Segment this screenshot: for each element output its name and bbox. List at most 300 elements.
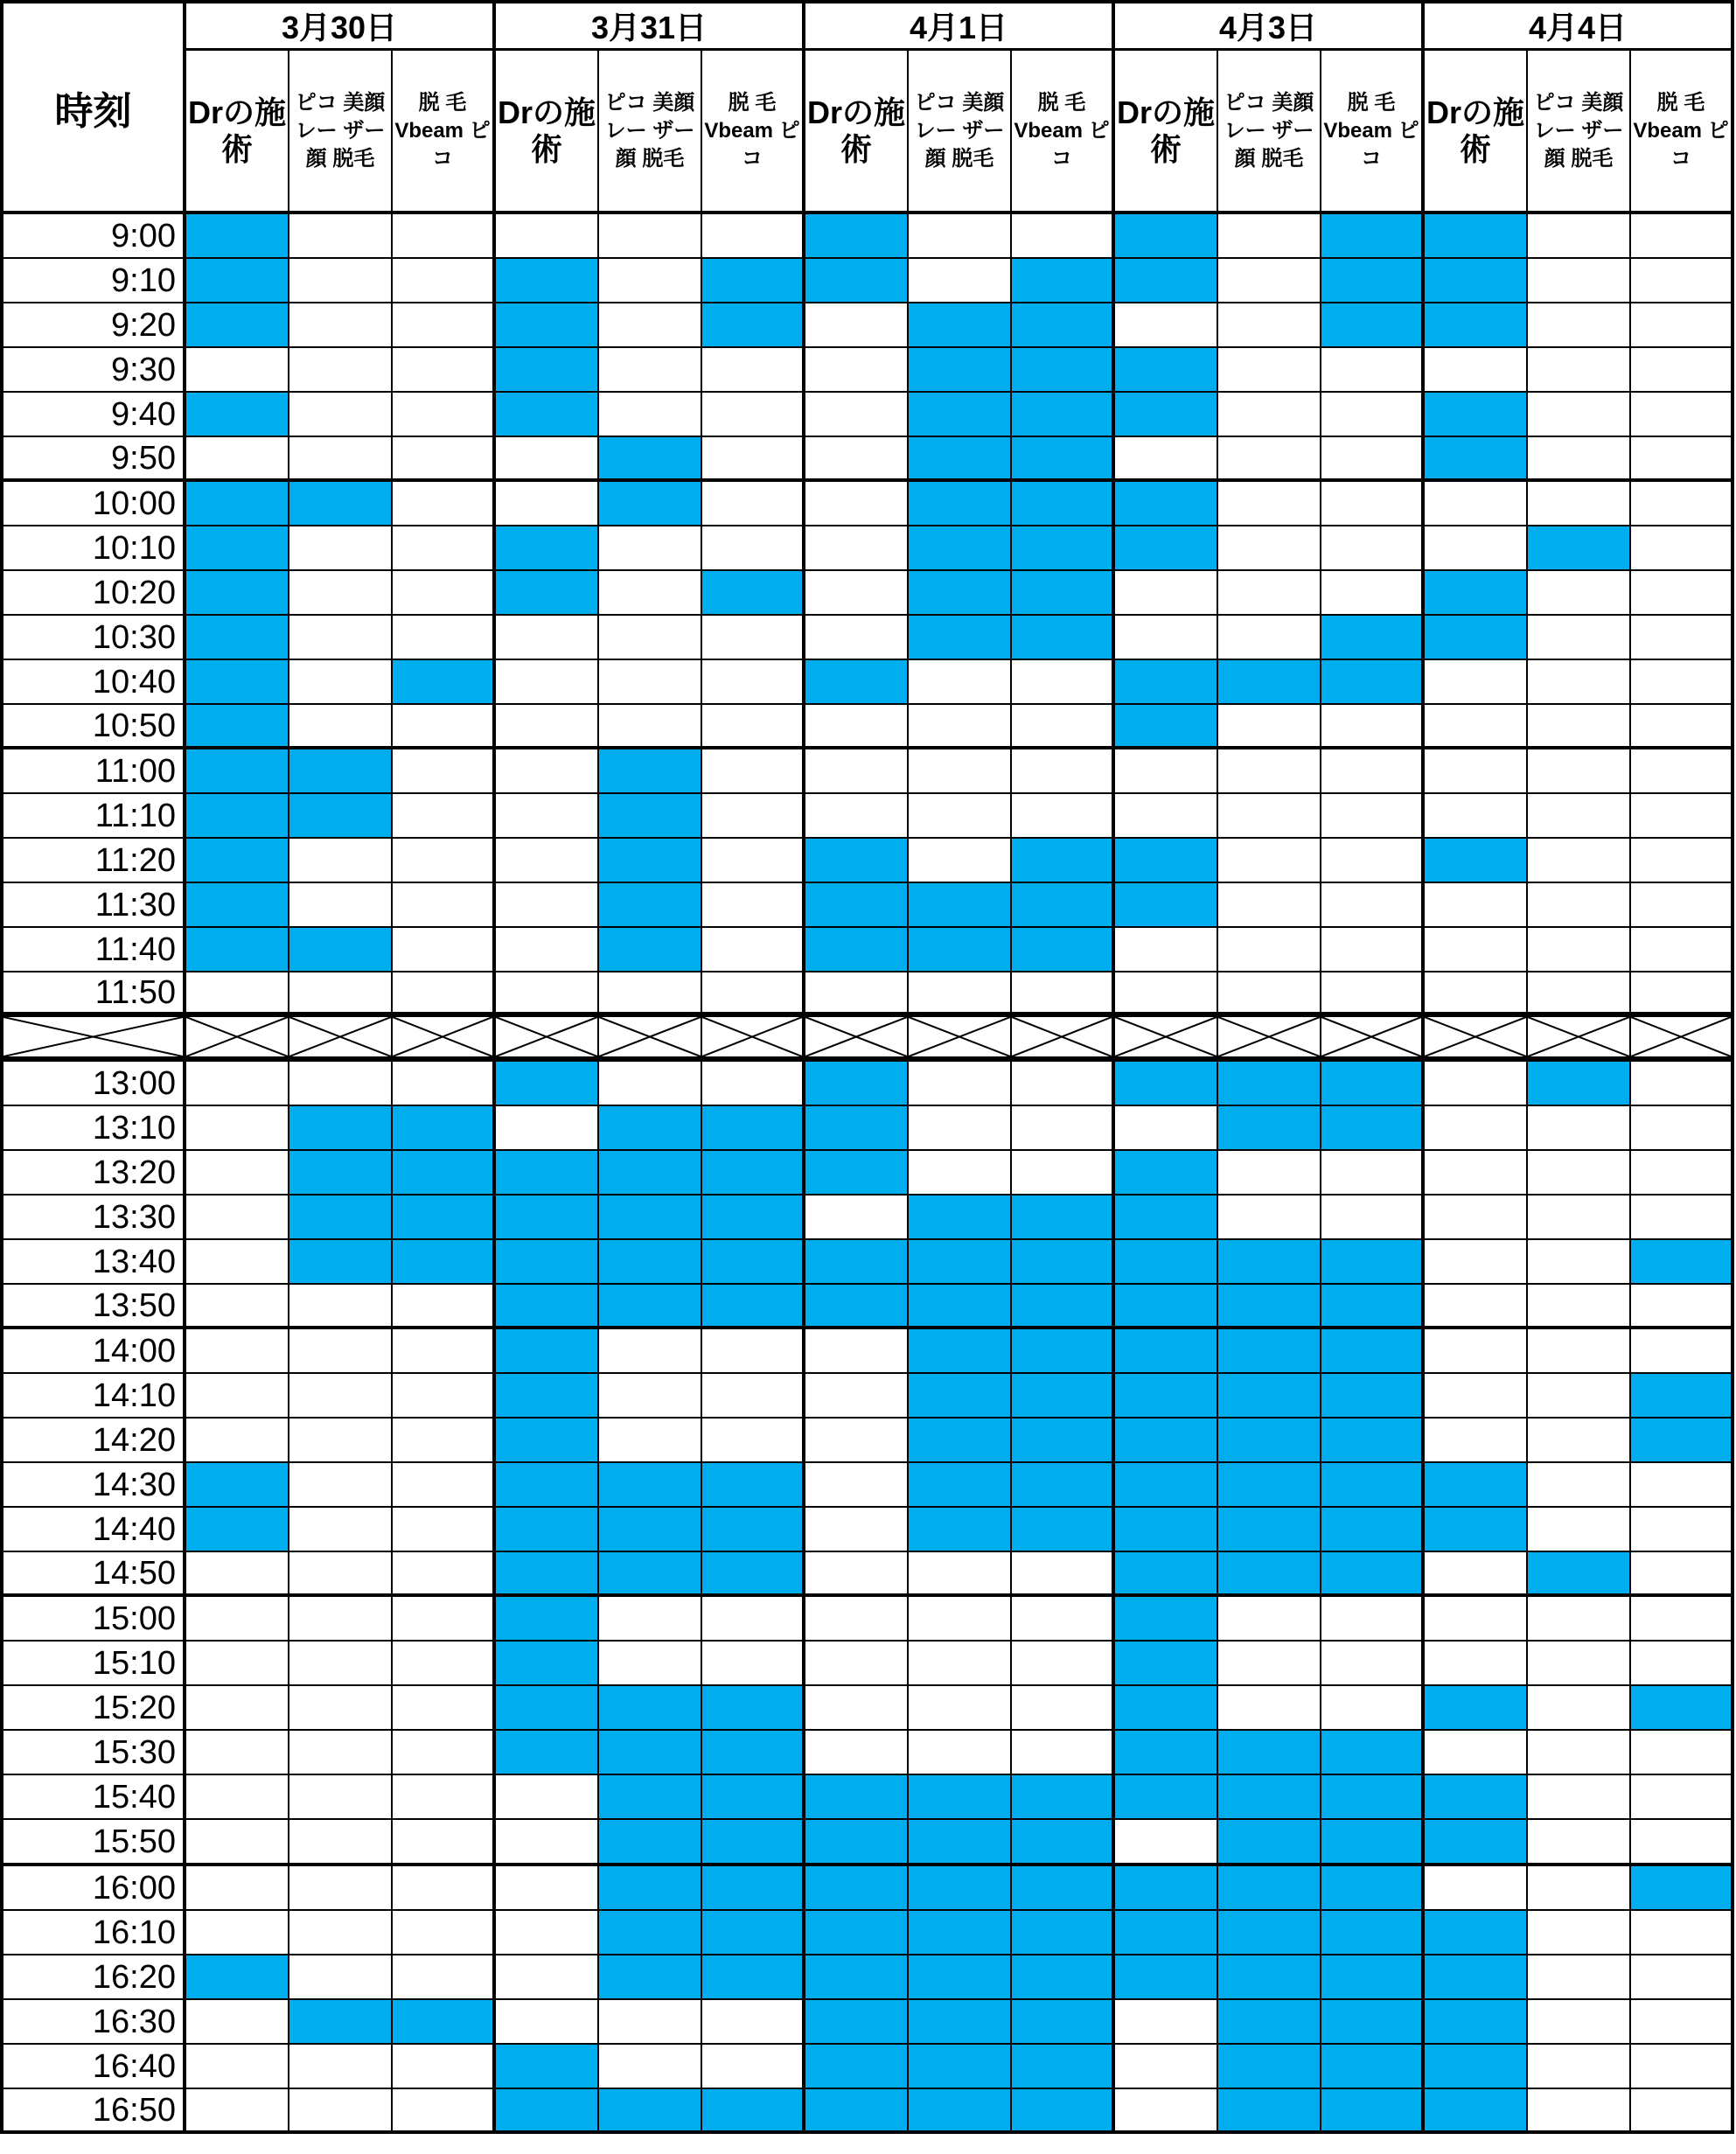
slot-cell-dr-treatment <box>805 660 909 705</box>
slot-cell-pico-facial-laser <box>599 1463 702 1508</box>
time-label: 16:40 <box>0 2045 186 2089</box>
break-cross-cell <box>1012 1017 1115 1062</box>
slot-cell-pico-facial-laser <box>1218 1285 1321 1329</box>
slot-cell-pico-facial-laser <box>1528 1552 1631 1597</box>
time-header: 時刻 <box>0 0 186 214</box>
slot-cell-hair-removal-vbeam-pico <box>1631 839 1734 883</box>
slot-cell-dr-treatment <box>496 1820 599 1866</box>
slot-cell-dr-treatment <box>186 2045 289 2089</box>
slot-cell-dr-treatment <box>1425 1508 1528 1552</box>
slot-cell-pico-facial-laser <box>599 1775 702 1820</box>
slot-cell-hair-removal-vbeam-pico <box>393 1062 496 1106</box>
time-label: 15:50 <box>0 1820 186 1866</box>
time-label: 11:50 <box>0 972 186 1017</box>
slot-cell-hair-removal-vbeam-pico <box>1012 2000 1115 2045</box>
slot-cell-dr-treatment <box>1115 749 1218 794</box>
slot-cell-pico-facial-laser <box>1528 928 1631 972</box>
slot-cell-hair-removal-vbeam-pico <box>702 1240 805 1285</box>
slot-cell-hair-removal-vbeam-pico <box>1631 393 1734 437</box>
slot-cell-dr-treatment <box>1115 1955 1218 2000</box>
slot-cell-hair-removal-vbeam-pico <box>1012 1240 1115 1285</box>
slot-cell-dr-treatment <box>186 1196 289 1240</box>
time-label: 10:40 <box>0 660 186 705</box>
slot-cell-dr-treatment <box>496 259 599 303</box>
slot-cell-dr-treatment <box>805 1955 909 2000</box>
slot-cell-pico-facial-laser <box>1528 259 1631 303</box>
slot-cell-hair-removal-vbeam-pico <box>1631 1329 1734 1374</box>
x-cross-icon <box>1218 1017 1320 1056</box>
slot-cell-dr-treatment <box>805 1196 909 1240</box>
time-label: 16:00 <box>0 1866 186 1911</box>
slot-cell-pico-facial-laser <box>909 1062 1012 1106</box>
slot-cell-hair-removal-vbeam-pico <box>1321 1597 1425 1642</box>
slot-cell-dr-treatment <box>186 1329 289 1374</box>
slot-cell-pico-facial-laser <box>289 1329 393 1374</box>
slot-cell-hair-removal-vbeam-pico <box>1631 1419 1734 1463</box>
slot-cell-hair-removal-vbeam-pico <box>1012 1062 1115 1106</box>
break-cross-cell <box>702 1017 805 1062</box>
slot-cell-hair-removal-vbeam-pico <box>1321 616 1425 660</box>
slot-cell-dr-treatment <box>1425 1062 1528 1106</box>
slot-cell-hair-removal-vbeam-pico <box>702 1686 805 1731</box>
slot-cell-pico-facial-laser <box>909 749 1012 794</box>
slot-cell-pico-facial-laser <box>1218 1955 1321 2000</box>
slot-cell-pico-facial-laser <box>289 1866 393 1911</box>
slot-cell-pico-facial-laser <box>599 839 702 883</box>
slot-cell-dr-treatment <box>186 1686 289 1731</box>
slot-cell-pico-facial-laser <box>1528 1731 1631 1775</box>
slot-cell-dr-treatment <box>1425 660 1528 705</box>
slot-cell-pico-facial-laser <box>909 437 1012 482</box>
slot-cell-hair-removal-vbeam-pico <box>1631 1196 1734 1240</box>
slot-cell-hair-removal-vbeam-pico <box>1321 2089 1425 2134</box>
slot-cell-hair-removal-vbeam-pico <box>393 1686 496 1731</box>
slot-cell-hair-removal-vbeam-pico <box>1012 1597 1115 1642</box>
slot-cell-dr-treatment <box>1425 1775 1528 1820</box>
slot-cell-dr-treatment <box>1425 1419 1528 1463</box>
slot-cell-pico-facial-laser <box>599 616 702 660</box>
slot-cell-pico-facial-laser <box>1528 1419 1631 1463</box>
slot-cell-dr-treatment <box>805 2000 909 2045</box>
slot-cell-dr-treatment <box>805 303 909 348</box>
slot-cell-dr-treatment <box>1425 348 1528 393</box>
time-label: 9:10 <box>0 259 186 303</box>
slot-cell-hair-removal-vbeam-pico <box>1012 1686 1115 1731</box>
slot-cell-hair-removal-vbeam-pico <box>393 928 496 972</box>
slot-cell-dr-treatment <box>805 794 909 839</box>
slot-cell-pico-facial-laser <box>1528 972 1631 1017</box>
slot-cell-dr-treatment <box>186 705 289 749</box>
slot-cell-hair-removal-vbeam-pico <box>1631 972 1734 1017</box>
slot-cell-hair-removal-vbeam-pico <box>1321 214 1425 259</box>
slot-cell-dr-treatment <box>1115 214 1218 259</box>
slot-cell-pico-facial-laser <box>1528 1374 1631 1419</box>
column-header-hair-removal-vbeam-pico: 脱 毛 Vbeam ピコ <box>702 51 805 214</box>
slot-cell-hair-removal-vbeam-pico <box>702 1597 805 1642</box>
slot-cell-pico-facial-laser <box>909 1731 1012 1775</box>
slot-cell-dr-treatment <box>186 794 289 839</box>
time-label: 14:10 <box>0 1374 186 1419</box>
slot-cell-pico-facial-laser <box>1218 660 1321 705</box>
slot-cell-hair-removal-vbeam-pico <box>393 437 496 482</box>
date-header-4-3: 4月3日 <box>1115 0 1425 51</box>
slot-cell-dr-treatment <box>1115 303 1218 348</box>
column-header-dr-treatment: Drの施術 <box>186 51 289 214</box>
slot-cell-dr-treatment <box>805 571 909 616</box>
slot-cell-pico-facial-laser <box>909 1597 1012 1642</box>
break-cross-cell <box>496 1017 599 1062</box>
time-label: 15:30 <box>0 1731 186 1775</box>
break-cross-cell <box>909 1017 1012 1062</box>
slot-cell-hair-removal-vbeam-pico <box>1321 749 1425 794</box>
slot-cell-dr-treatment <box>1425 1642 1528 1686</box>
slot-cell-dr-treatment <box>496 749 599 794</box>
slot-cell-dr-treatment <box>186 1866 289 1911</box>
slot-cell-hair-removal-vbeam-pico <box>1631 1686 1734 1731</box>
slot-cell-hair-removal-vbeam-pico <box>1631 303 1734 348</box>
slot-cell-dr-treatment <box>496 571 599 616</box>
time-label: 16:50 <box>0 2089 186 2134</box>
slot-cell-hair-removal-vbeam-pico <box>1012 1285 1115 1329</box>
break-cross-cell <box>393 1017 496 1062</box>
slot-cell-pico-facial-laser <box>1528 1062 1631 1106</box>
slot-cell-dr-treatment <box>186 1642 289 1686</box>
slot-cell-pico-facial-laser <box>599 1820 702 1866</box>
slot-cell-pico-facial-laser <box>1218 437 1321 482</box>
time-label: 10:30 <box>0 616 186 660</box>
slot-cell-hair-removal-vbeam-pico <box>393 393 496 437</box>
slot-cell-dr-treatment <box>805 482 909 526</box>
slot-cell-pico-facial-laser <box>1218 1642 1321 1686</box>
slot-cell-pico-facial-laser <box>289 1775 393 1820</box>
slot-cell-hair-removal-vbeam-pico <box>393 1196 496 1240</box>
slot-cell-hair-removal-vbeam-pico <box>702 660 805 705</box>
slot-cell-pico-facial-laser <box>599 437 702 482</box>
slot-cell-hair-removal-vbeam-pico <box>393 1866 496 1911</box>
slot-cell-hair-removal-vbeam-pico <box>1321 1911 1425 1955</box>
x-cross-icon <box>1528 1017 1629 1056</box>
slot-cell-dr-treatment <box>1115 526 1218 571</box>
slot-cell-hair-removal-vbeam-pico <box>1631 794 1734 839</box>
slot-cell-dr-treatment <box>1115 1642 1218 1686</box>
slot-cell-dr-treatment <box>805 526 909 571</box>
slot-cell-hair-removal-vbeam-pico <box>1012 1820 1115 1866</box>
slot-cell-hair-removal-vbeam-pico <box>1012 1731 1115 1775</box>
slot-cell-dr-treatment <box>186 1820 289 1866</box>
slot-cell-dr-treatment <box>186 348 289 393</box>
slot-cell-hair-removal-vbeam-pico <box>1321 928 1425 972</box>
time-label: 11:10 <box>0 794 186 839</box>
slot-cell-hair-removal-vbeam-pico <box>702 1731 805 1775</box>
slot-cell-dr-treatment <box>496 972 599 1017</box>
slot-cell-hair-removal-vbeam-pico <box>1321 1552 1425 1597</box>
slot-cell-hair-removal-vbeam-pico <box>1012 660 1115 705</box>
time-label: 14:50 <box>0 1552 186 1597</box>
slot-cell-hair-removal-vbeam-pico <box>1321 393 1425 437</box>
slot-cell-pico-facial-laser <box>599 1866 702 1911</box>
slot-cell-pico-facial-laser <box>909 660 1012 705</box>
slot-cell-dr-treatment <box>496 1731 599 1775</box>
slot-cell-dr-treatment <box>186 482 289 526</box>
slot-cell-pico-facial-laser <box>1218 1820 1321 1866</box>
time-label: 9:50 <box>0 437 186 482</box>
slot-cell-pico-facial-laser <box>599 1285 702 1329</box>
slot-cell-dr-treatment <box>805 1419 909 1463</box>
slot-cell-hair-removal-vbeam-pico <box>702 1062 805 1106</box>
slot-cell-pico-facial-laser <box>289 1240 393 1285</box>
slot-cell-dr-treatment <box>805 1329 909 1374</box>
slot-cell-dr-treatment <box>496 1911 599 1955</box>
slot-cell-dr-treatment <box>496 482 599 526</box>
slot-cell-dr-treatment <box>1115 1911 1218 1955</box>
slot-cell-hair-removal-vbeam-pico <box>1321 972 1425 1017</box>
slot-cell-hair-removal-vbeam-pico <box>393 348 496 393</box>
slot-cell-hair-removal-vbeam-pico <box>1321 1686 1425 1731</box>
slot-cell-pico-facial-laser <box>1528 2045 1631 2089</box>
slot-cell-dr-treatment <box>805 1597 909 1642</box>
slot-cell-dr-treatment <box>1115 660 1218 705</box>
slot-cell-dr-treatment <box>186 883 289 928</box>
slot-cell-pico-facial-laser <box>1528 214 1631 259</box>
slot-cell-hair-removal-vbeam-pico <box>702 1285 805 1329</box>
slot-cell-dr-treatment <box>1425 1374 1528 1419</box>
slot-cell-hair-removal-vbeam-pico <box>702 839 805 883</box>
slot-cell-pico-facial-laser <box>909 1686 1012 1731</box>
slot-cell-hair-removal-vbeam-pico <box>393 1597 496 1642</box>
slot-cell-hair-removal-vbeam-pico <box>1012 259 1115 303</box>
slot-cell-dr-treatment <box>805 259 909 303</box>
slot-cell-pico-facial-laser <box>289 705 393 749</box>
slot-cell-pico-facial-laser <box>1528 1820 1631 1866</box>
slot-cell-hair-removal-vbeam-pico <box>1012 1463 1115 1508</box>
slot-cell-pico-facial-laser <box>1218 1686 1321 1731</box>
slot-cell-dr-treatment <box>186 1419 289 1463</box>
column-header-hair-removal-vbeam-pico: 脱 毛 Vbeam ピコ <box>1321 51 1425 214</box>
slot-cell-dr-treatment <box>1425 2000 1528 2045</box>
slot-cell-dr-treatment <box>1115 1866 1218 1911</box>
slot-cell-pico-facial-laser <box>289 794 393 839</box>
slot-cell-hair-removal-vbeam-pico <box>1012 616 1115 660</box>
slot-cell-pico-facial-laser <box>599 1374 702 1419</box>
slot-cell-hair-removal-vbeam-pico <box>1631 705 1734 749</box>
slot-cell-pico-facial-laser <box>909 1419 1012 1463</box>
slot-cell-dr-treatment <box>805 1775 909 1820</box>
slot-cell-pico-facial-laser <box>909 1240 1012 1285</box>
slot-cell-dr-treatment <box>186 972 289 1017</box>
slot-cell-dr-treatment <box>1115 1196 1218 1240</box>
slot-cell-hair-removal-vbeam-pico <box>702 348 805 393</box>
slot-cell-dr-treatment <box>186 214 289 259</box>
slot-cell-hair-removal-vbeam-pico <box>1012 482 1115 526</box>
slot-cell-hair-removal-vbeam-pico <box>1631 1597 1734 1642</box>
slot-cell-hair-removal-vbeam-pico <box>1631 749 1734 794</box>
slot-cell-dr-treatment <box>805 972 909 1017</box>
slot-cell-pico-facial-laser <box>909 1463 1012 1508</box>
slot-cell-pico-facial-laser <box>1218 749 1321 794</box>
slot-cell-pico-facial-laser <box>909 839 1012 883</box>
slot-cell-pico-facial-laser <box>909 1642 1012 1686</box>
slot-cell-hair-removal-vbeam-pico <box>393 1642 496 1686</box>
time-label: 9:00 <box>0 214 186 259</box>
slot-cell-dr-treatment <box>1425 749 1528 794</box>
time-label: 13:50 <box>0 1285 186 1329</box>
slot-cell-pico-facial-laser <box>599 928 702 972</box>
slot-cell-dr-treatment <box>1115 259 1218 303</box>
slot-cell-hair-removal-vbeam-pico <box>1631 928 1734 972</box>
slot-cell-pico-facial-laser <box>909 1329 1012 1374</box>
slot-cell-pico-facial-laser <box>599 2000 702 2045</box>
slot-cell-hair-removal-vbeam-pico <box>1012 214 1115 259</box>
slot-cell-hair-removal-vbeam-pico <box>1012 1106 1115 1151</box>
slot-cell-dr-treatment <box>805 1686 909 1731</box>
slot-cell-hair-removal-vbeam-pico <box>1321 1106 1425 1151</box>
slot-cell-pico-facial-laser <box>1218 303 1321 348</box>
slot-cell-pico-facial-laser <box>289 214 393 259</box>
slot-cell-hair-removal-vbeam-pico <box>1631 1731 1734 1775</box>
slot-cell-pico-facial-laser <box>1528 303 1631 348</box>
slot-cell-hair-removal-vbeam-pico <box>702 1196 805 1240</box>
slot-cell-hair-removal-vbeam-pico <box>702 1955 805 2000</box>
slot-cell-hair-removal-vbeam-pico <box>1321 705 1425 749</box>
slot-cell-pico-facial-laser <box>1528 1508 1631 1552</box>
slot-cell-pico-facial-laser <box>1218 883 1321 928</box>
slot-cell-hair-removal-vbeam-pico <box>702 571 805 616</box>
slot-cell-hair-removal-vbeam-pico <box>702 883 805 928</box>
slot-cell-pico-facial-laser <box>289 1597 393 1642</box>
slot-cell-hair-removal-vbeam-pico <box>1012 303 1115 348</box>
slot-cell-hair-removal-vbeam-pico <box>1321 1508 1425 1552</box>
slot-cell-pico-facial-laser <box>909 705 1012 749</box>
slot-cell-hair-removal-vbeam-pico <box>702 2089 805 2134</box>
slot-cell-dr-treatment <box>1115 1240 1218 1285</box>
slot-cell-hair-removal-vbeam-pico <box>1321 1374 1425 1419</box>
slot-cell-pico-facial-laser <box>599 1597 702 1642</box>
slot-cell-dr-treatment <box>1115 2089 1218 2134</box>
slot-cell-hair-removal-vbeam-pico <box>702 1463 805 1508</box>
slot-cell-pico-facial-laser <box>1218 839 1321 883</box>
slot-cell-dr-treatment <box>1425 928 1528 972</box>
slot-cell-dr-treatment <box>186 1463 289 1508</box>
time-label: 16:30 <box>0 2000 186 2045</box>
slot-cell-hair-removal-vbeam-pico <box>702 526 805 571</box>
slot-cell-dr-treatment <box>805 1463 909 1508</box>
slot-cell-dr-treatment <box>496 928 599 972</box>
slot-cell-pico-facial-laser <box>1528 393 1631 437</box>
slot-cell-hair-removal-vbeam-pico <box>393 1463 496 1508</box>
slot-cell-hair-removal-vbeam-pico <box>702 1911 805 1955</box>
slot-cell-dr-treatment <box>186 839 289 883</box>
slot-cell-dr-treatment <box>1115 972 1218 1017</box>
slot-cell-dr-treatment <box>805 1508 909 1552</box>
slot-cell-pico-facial-laser <box>909 883 1012 928</box>
slot-cell-hair-removal-vbeam-pico <box>702 259 805 303</box>
slot-cell-dr-treatment <box>805 1820 909 1866</box>
x-cross-icon <box>289 1017 391 1056</box>
slot-cell-dr-treatment <box>186 1374 289 1419</box>
slot-cell-dr-treatment <box>186 1062 289 1106</box>
slot-cell-hair-removal-vbeam-pico <box>702 482 805 526</box>
slot-cell-hair-removal-vbeam-pico <box>1631 259 1734 303</box>
slot-cell-hair-removal-vbeam-pico <box>393 2045 496 2089</box>
slot-cell-hair-removal-vbeam-pico <box>702 616 805 660</box>
column-header-dr-treatment: Drの施術 <box>1425 51 1528 214</box>
slot-cell-hair-removal-vbeam-pico <box>1012 393 1115 437</box>
slot-cell-hair-removal-vbeam-pico <box>393 1151 496 1196</box>
slot-cell-dr-treatment <box>1115 348 1218 393</box>
slot-cell-pico-facial-laser <box>599 348 702 393</box>
slot-cell-dr-treatment <box>186 1285 289 1329</box>
slot-cell-pico-facial-laser <box>289 1686 393 1731</box>
slot-cell-hair-removal-vbeam-pico <box>1631 883 1734 928</box>
slot-cell-dr-treatment <box>496 1642 599 1686</box>
slot-cell-pico-facial-laser <box>599 1686 702 1731</box>
slot-cell-pico-facial-laser <box>1528 437 1631 482</box>
slot-cell-dr-treatment <box>805 1642 909 1686</box>
slot-cell-hair-removal-vbeam-pico <box>1321 303 1425 348</box>
slot-cell-dr-treatment <box>496 794 599 839</box>
slot-cell-hair-removal-vbeam-pico <box>1631 348 1734 393</box>
slot-cell-dr-treatment <box>1115 1329 1218 1374</box>
slot-cell-dr-treatment <box>805 348 909 393</box>
slot-cell-dr-treatment <box>1115 705 1218 749</box>
break-cross-cell <box>599 1017 702 1062</box>
slot-cell-hair-removal-vbeam-pico <box>1321 2000 1425 2045</box>
slot-cell-pico-facial-laser <box>909 1955 1012 2000</box>
slot-cell-pico-facial-laser <box>1218 1419 1321 1463</box>
slot-cell-dr-treatment <box>1425 1329 1528 1374</box>
break-cross-cell <box>1115 1017 1218 1062</box>
slot-cell-dr-treatment <box>805 1374 909 1419</box>
slot-cell-dr-treatment <box>1425 794 1528 839</box>
slot-cell-dr-treatment <box>186 571 289 616</box>
slot-cell-pico-facial-laser <box>909 616 1012 660</box>
slot-cell-hair-removal-vbeam-pico <box>393 1240 496 1285</box>
slot-cell-hair-removal-vbeam-pico <box>393 571 496 616</box>
slot-cell-pico-facial-laser <box>1528 1597 1631 1642</box>
slot-cell-hair-removal-vbeam-pico <box>393 1285 496 1329</box>
slot-cell-dr-treatment <box>805 1285 909 1329</box>
slot-cell-dr-treatment <box>1425 2089 1528 2134</box>
slot-cell-pico-facial-laser <box>909 1911 1012 1955</box>
slot-cell-dr-treatment <box>805 1866 909 1911</box>
slot-cell-hair-removal-vbeam-pico <box>702 1106 805 1151</box>
slot-cell-hair-removal-vbeam-pico <box>393 1731 496 1775</box>
slot-cell-pico-facial-laser <box>1218 393 1321 437</box>
slot-cell-pico-facial-laser <box>599 1151 702 1196</box>
slot-cell-pico-facial-laser <box>599 214 702 259</box>
slot-cell-dr-treatment <box>1425 2045 1528 2089</box>
slot-cell-dr-treatment <box>496 660 599 705</box>
slot-cell-pico-facial-laser <box>909 1374 1012 1419</box>
slot-cell-hair-removal-vbeam-pico <box>393 1552 496 1597</box>
slot-cell-dr-treatment <box>496 526 599 571</box>
slot-cell-dr-treatment <box>186 393 289 437</box>
slot-cell-pico-facial-laser <box>289 393 393 437</box>
break-cross-cell <box>1425 1017 1528 1062</box>
slot-cell-hair-removal-vbeam-pico <box>1321 883 1425 928</box>
slot-cell-pico-facial-laser <box>1218 1508 1321 1552</box>
slot-cell-pico-facial-laser <box>289 348 393 393</box>
slot-cell-pico-facial-laser <box>909 2089 1012 2134</box>
slot-cell-pico-facial-laser <box>289 571 393 616</box>
slot-cell-hair-removal-vbeam-pico <box>1631 1240 1734 1285</box>
slot-cell-hair-removal-vbeam-pico <box>702 214 805 259</box>
slot-cell-hair-removal-vbeam-pico <box>702 972 805 1017</box>
slot-cell-pico-facial-laser <box>1528 1642 1631 1686</box>
slot-cell-dr-treatment <box>496 214 599 259</box>
slot-cell-dr-treatment <box>1115 482 1218 526</box>
slot-cell-pico-facial-laser <box>599 303 702 348</box>
